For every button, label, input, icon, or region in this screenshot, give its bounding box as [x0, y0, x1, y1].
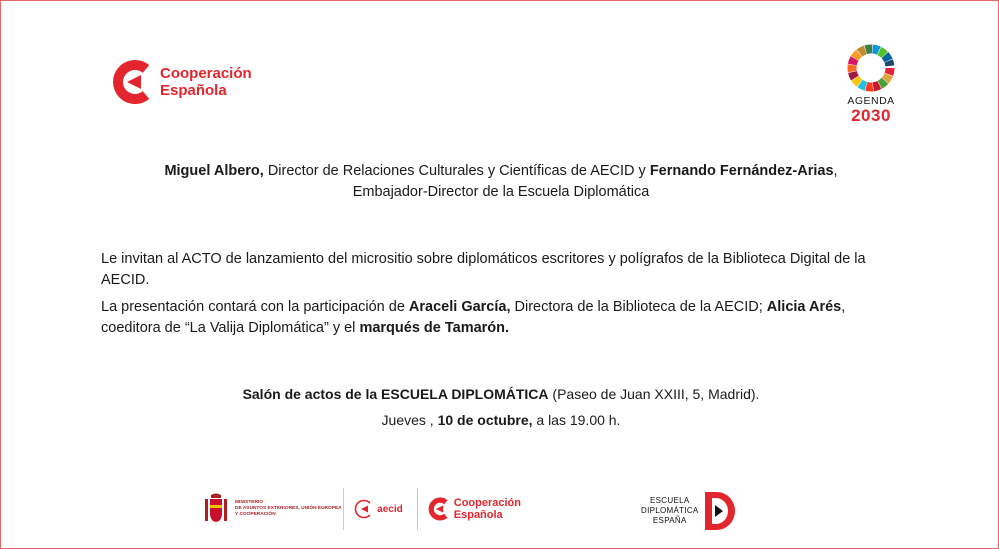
host-role-2-comma: ,	[833, 163, 838, 179]
venue-address: (Paseo de Juan XXIII, 5, Madrid).	[548, 386, 760, 402]
escuela-line1: ESCUELA	[650, 496, 690, 505]
date-weekday: Jueves ,	[381, 412, 438, 428]
participant-3: marqués de Tamarón.	[359, 320, 510, 336]
hosts-paragraph	[81, 161, 921, 203]
ministry-text	[235, 500, 342, 518]
footer-logos	[199, 488, 521, 530]
host-role-2: Embajador-Director de la Escuela Diplomática	[352, 184, 650, 200]
ce-small-line1: Cooperación	[453, 497, 521, 509]
spain-coat-of-arms-icon	[203, 493, 229, 525]
escuela-d-icon	[703, 491, 737, 531]
presentation-text-1: La presentación contará con la participación de	[101, 299, 409, 315]
presentation-text-3: , coeditora de “La Valija Diplomática” y el	[101, 299, 846, 336]
host-name-2: Fernando Fernández-Arias	[649, 163, 834, 179]
cooperacion-espanola-logo	[108, 59, 252, 105]
logo-text	[160, 65, 252, 99]
ministry-line1: MINISTERIO	[235, 500, 263, 505]
aecid-icon	[352, 498, 374, 520]
date-time: a las 19.00 h.	[532, 412, 621, 428]
date-line	[101, 410, 901, 431]
escuela-line2: DIPLOMÁTICA	[641, 506, 699, 515]
escuela-line3: ESPAÑA	[652, 516, 687, 525]
date-day: 10 de octubre,	[437, 412, 533, 428]
cooperacion-espanola-small-logo	[418, 497, 521, 521]
presentation-text-2: Directora de la Biblioteca de la AECID;	[510, 299, 767, 315]
venue-line	[101, 384, 901, 405]
agenda-label: AGENDA	[847, 95, 895, 107]
ministry-line2: DE ASUNTOS EXTERIORES, UNIÓN EUROPEA	[235, 506, 342, 511]
host-role-1: Director de Relaciones Culturales y Científicas de AECID y	[263, 163, 650, 179]
presentation-paragraph	[101, 297, 901, 339]
logo-line1: Cooperación	[160, 65, 252, 82]
ministry-line3: Y COOPERACIÓN	[235, 512, 276, 517]
escuela-diplomatica-logo	[641, 491, 737, 531]
ministry-logo	[199, 488, 344, 530]
logo-line2: Española	[160, 82, 227, 99]
venue-name: Salón de actos de la ESCUELA DIPLOMÁTICA	[242, 386, 549, 402]
cooperacion-espanola-logo-icon	[108, 59, 154, 105]
ce-small-text	[454, 497, 521, 521]
aecid-logo	[344, 488, 418, 530]
participant-2: Alicia Arés	[766, 299, 842, 315]
escuela-text	[641, 496, 699, 526]
aecid-text: aecid	[377, 503, 403, 515]
cooperacion-espanola-small-icon	[426, 497, 450, 521]
agenda-year: 2030	[851, 106, 891, 125]
sdg-wheel-icon	[846, 43, 896, 93]
agenda-2030-logo	[837, 43, 905, 125]
participant-1: Araceli García,	[408, 299, 511, 315]
invite-paragraph: Le invitan al ACTO de lanzamiento del micrositio sobre diplomáticos escritores y polígrafos de la Biblioteca Digital de la AECID.	[101, 251, 866, 288]
host-name-1: Miguel Albero,	[164, 163, 264, 179]
ce-small-line2: Española	[453, 509, 503, 521]
